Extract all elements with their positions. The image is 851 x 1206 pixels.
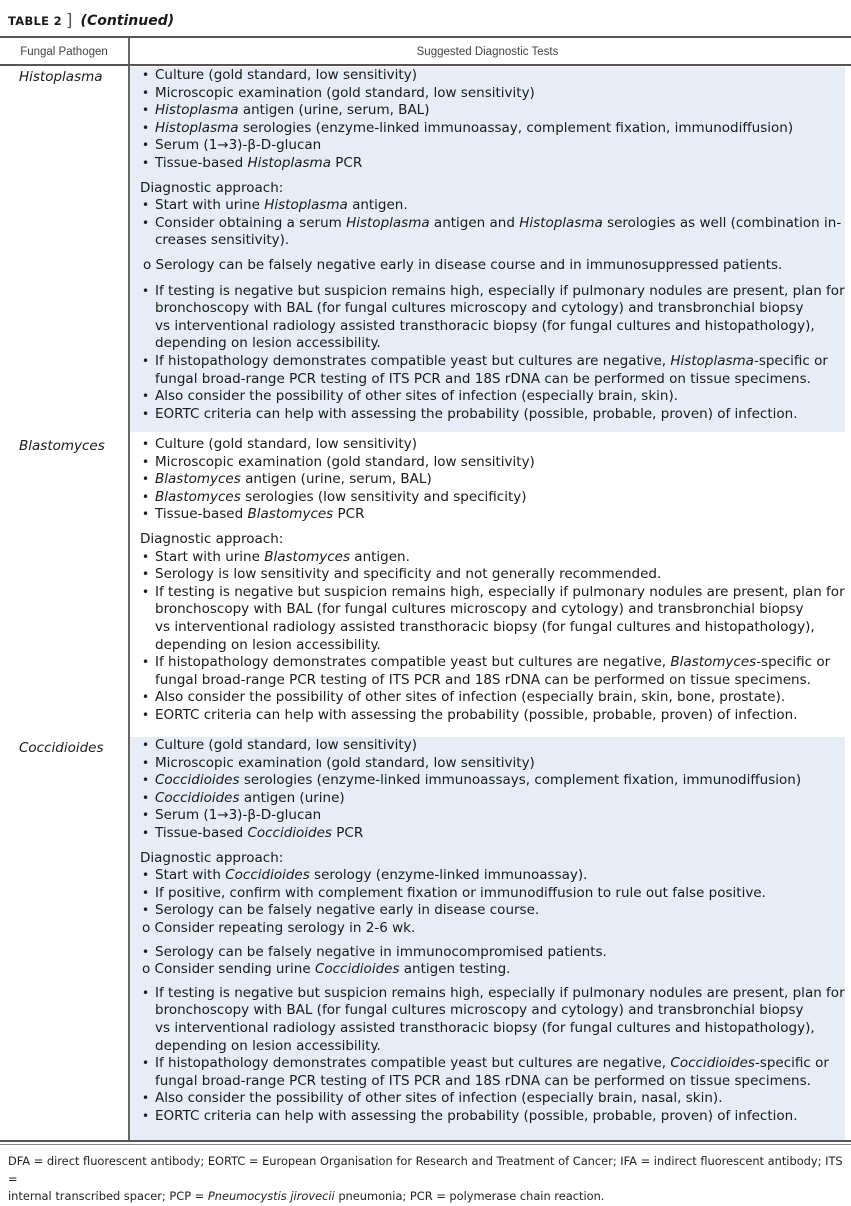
test-list xyxy=(140,737,845,843)
list-item: • Serology can be falsely negative early in disease course. xyxy=(140,902,845,920)
tests-blastomyces xyxy=(130,436,845,734)
list-item: • Start with Coccidioides serology (enzyme-linked immunoassay). xyxy=(140,867,845,885)
tests-histoplasma xyxy=(130,67,845,432)
list-item: • Culture (gold standard, low sensitivity) xyxy=(140,436,845,454)
list-item: • If histopathology demonstrates compatible yeast but cultures are negative, Histoplasma-specific or fungal broad-range PCR testing of ITS PCR and 18S rDNA can be performed on tissue specimens. xyxy=(140,353,845,388)
pathogen-histoplasma: Histoplasma xyxy=(19,69,103,85)
list-item: • Coccidioides antigen (urine) xyxy=(140,790,845,808)
table-footnote xyxy=(8,1153,848,1206)
list-item: • Serum (1→3)-β-D-glucan xyxy=(140,807,845,825)
list-item: • If histopathology demonstrates compatible yeast but cultures are negative, Coccidioides-specific or fungal broad-range PCR testing of ITS PCR and 18S rDNA can be performed on tissue specimens. xyxy=(140,1055,845,1090)
list-item: • Culture (gold standard, low sensitivity) xyxy=(140,67,845,85)
list-item: • If testing is negative but suspicion remains high, especially if pulmonary nodules are present, plan for bronchoscopy with BAL (for fungal cultures microscopy and cytology) and transbronchial biopsy vs interventional radiology assisted transthoracic biopsy (for fungal cultures and histopathology), depending on lesion accessibility. xyxy=(140,584,845,654)
footnote-line-1: DFA = direct fluorescent antibody; EORTC = European Organisation for Research and Treatment of Cancer; IFA = indirect fluorescent antibody; ITS = xyxy=(8,1154,843,1186)
approach-heading: Diagnostic approach: xyxy=(140,179,284,196)
list-item: • If histopathology demonstrates compatible yeast but cultures are negative, Blastomyces-specific or fungal broad-range PCR testing of ITS PCR and 18S rDNA can be performed on tissue specimens. xyxy=(140,654,845,689)
approach-list xyxy=(140,549,845,725)
list-item: • Tissue-based Coccidioides PCR xyxy=(140,825,845,843)
list-item: • EORTC criteria can help with assessing the probability (possible, probable, proven) of infection. xyxy=(140,406,845,424)
list-item: • Microscopic examination (gold standard, low sensitivity) xyxy=(140,85,845,103)
list-item: • Consider obtaining a serum Histoplasma antigen and Histoplasma serologies as well (combination in- creases sensitivity). xyxy=(140,215,845,250)
footnote-line-2: internal transcribed spacer; PCP = Pneumocystis jirovecii pneumonia; PCR = polymerase chain reaction. xyxy=(8,1189,605,1203)
test-list xyxy=(140,436,845,524)
approach-list-3 xyxy=(140,985,845,1126)
list-item: • Serum (1→3)-β-D-glucan xyxy=(140,137,845,155)
list-item: • Serology is low sensitivity and specificity and not generally recommended. xyxy=(140,566,845,584)
list-item: • If testing is negative but suspicion remains high, especially if pulmonary nodules are present, plan for bronchoscopy with BAL (for fungal cultures microscopy and cytology) and transbronchial biopsy vs interventional radiology assisted transthoracic biopsy (for fungal cultures and histopathology), depending on lesion accessibility. xyxy=(140,985,845,1055)
table-caption xyxy=(8,10,174,32)
header-fungal-pathogen: Fungal Pathogen xyxy=(20,46,108,58)
list-item: • Coccidioides serologies (enzyme-linked immunoassays, complement fixation, immunodiffusion) xyxy=(140,772,845,790)
approach-heading: Diagnostic approach: xyxy=(140,849,284,866)
list-item: • Microscopic examination (gold standard, low sensitivity) xyxy=(140,454,845,472)
list-item: • Culture (gold standard, low sensitivity) xyxy=(140,737,845,755)
list-item: • EORTC criteria can help with assessing the probability (possible, probable, proven) of infection. xyxy=(140,1108,845,1126)
list-item: • If positive, confirm with complement fixation or immunodiffusion to rule out false positive. xyxy=(140,885,845,903)
approach-list-2 xyxy=(140,283,845,424)
list-item: • Blastomyces serologies (low sensitivity and specificity) xyxy=(140,489,845,507)
list-item: • EORTC criteria can help with assessing the probability (possible, probable, proven) of infection. xyxy=(140,707,845,725)
approach-list xyxy=(140,867,845,920)
list-item: • Tissue-based Blastomyces PCR xyxy=(140,506,845,524)
bottom-rule-thin xyxy=(0,1144,851,1145)
header-column-divider xyxy=(128,38,130,64)
list-item: • Start with urine Blastomyces antigen. xyxy=(140,549,845,567)
list-item: • Serology can be falsely negative in immunocompromised patients. xyxy=(140,944,845,962)
caption-bracket: ] xyxy=(65,10,73,31)
approach-list xyxy=(140,197,845,250)
caption-continued: (Continued) xyxy=(80,13,175,29)
list-item: • Histoplasma antigen (urine, serum, BAL) xyxy=(140,102,845,120)
sub-item: o Consider sending urine Coccidioides antigen testing. xyxy=(142,961,511,978)
pathogen-blastomyces: Blastomyces xyxy=(19,438,105,454)
header-suggested-tests: Suggested Diagnostic Tests xyxy=(416,46,559,58)
bottom-rule xyxy=(0,1140,851,1142)
list-item: • Start with urine Histoplasma antigen. xyxy=(140,197,845,215)
approach-list-2 xyxy=(140,944,845,962)
list-item: • Also consider the possibility of other sites of infection (especially brain, skin). xyxy=(140,388,845,406)
tests-coccidioides xyxy=(130,737,845,1140)
pathogen-coccidioides: Coccidioides xyxy=(19,740,104,756)
list-item: • Blastomyces antigen (urine, serum, BAL) xyxy=(140,471,845,489)
list-item: • Tissue-based Histoplasma PCR xyxy=(140,155,845,173)
sub-item: o Serology can be falsely negative early in disease course and in immunosuppressed patients. xyxy=(143,256,783,273)
list-item: • Histoplasma serologies (enzyme-linked immunoassay, complement fixation, immunodiffusion) xyxy=(140,120,845,138)
test-list xyxy=(140,67,845,173)
sub-item: o Consider repeating serology in 2-6 wk. xyxy=(142,919,416,936)
list-item: • Also consider the possibility of other sites of infection (especially brain, nasal, skin). xyxy=(140,1090,845,1108)
table-label: TABLE 2 xyxy=(8,14,62,28)
list-item: • Microscopic examination (gold standard, low sensitivity) xyxy=(140,755,845,773)
list-item: • If testing is negative but suspicion remains high, especially if pulmonary nodules are present, plan for bronchoscopy with BAL (for fungal cultures microscopy and cytology) and transbronchial biopsy vs interventional radiology assisted transthoracic biopsy (for fungal cultures and histopathology), depending on lesion accessibility. xyxy=(140,283,845,353)
approach-heading: Diagnostic approach: xyxy=(140,530,284,547)
list-item: • Also consider the possibility of other sites of infection (especially brain, skin, bone, prostate). xyxy=(140,689,845,707)
